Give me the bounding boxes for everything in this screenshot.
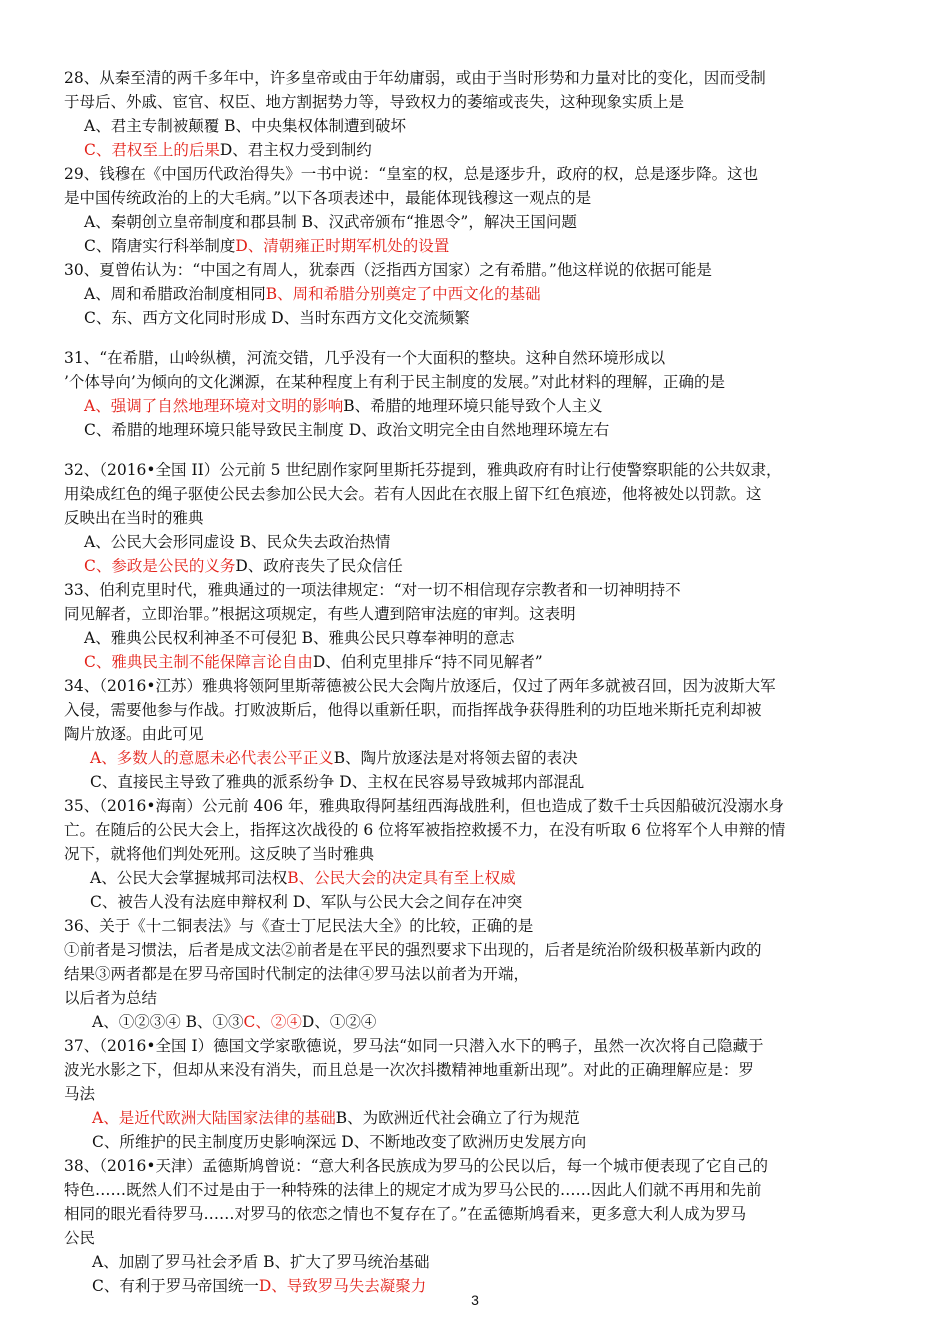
answer-option: A、多数人的意愿未必代表公平正义: [90, 749, 334, 767]
option-line: C、被告人没有法庭申辩权利 D、军队与公民大会之间存在冲突: [90, 893, 523, 911]
option-line: A、加剧了罗马社会矛盾 B、扩大了罗马统治基础: [92, 1253, 430, 1271]
option-line: A、雅典公民权利神圣不可侵犯 B、雅典公民只尊奉神明的意志: [84, 629, 515, 647]
question-stem-line: 反映出在当时的雅典: [64, 509, 204, 527]
question-stem-line: 34、（2016•江苏）雅典将领阿里斯蒂德被公民大会陶片放逐后，仅过了两年多就被召回，因为波斯大军: [64, 677, 776, 695]
option-text: D、君主权力受到制约: [219, 141, 372, 159]
spacer: [64, 442, 894, 458]
question-stem-line: ①前者是习惯法，后者是成文法②前者是在平民的强烈要求下出现的，后者是统治阶级积极革新内政的: [64, 941, 762, 959]
question-stem-line: 33、伯利克里时代，雅典通过的一项法律规定：“对一切不相信现存宗教者和一切神明持不: [64, 581, 681, 599]
option-line: [64, 1106, 894, 1130]
question-stem-line: 马法: [64, 1085, 96, 1103]
question-stem-line: 于母后、外戚、宦官、权臣、地方割据势力等，导致权力的萎缩或丧失，这种现象实质上是: [64, 93, 685, 111]
question-stem-line: 特色……既然人们不过是由于一种特殊的法律上的规定才成为罗马公民的……因此人们就不再用和先前: [64, 1181, 762, 1199]
option-line: [64, 554, 894, 578]
option-text: A、周和希腊政治制度相同: [84, 285, 266, 303]
option-text: D、①②④: [301, 1013, 377, 1031]
option-line: [64, 282, 894, 306]
option-text: A、公民大会掌握城邦司法权: [90, 869, 288, 887]
option-line: C、希腊的地理环境只能导致民主制度 D、政治文明完全由自然地理环境左右: [84, 421, 610, 439]
question-stem-line: 32、（2016•全国 II）公元前 5 世纪剧作家阿里斯托芬提到，雅典政府有时让行使警察职能的公共奴隶，: [64, 461, 782, 479]
question-stem-line: 是中国传统政治的上的大毛病。”以下各项表述中，最能体现钱穆这一观点的是: [64, 189, 592, 207]
question-stem-line: 波光水影之下，但却从来没有消失，而且总是一次次抖擞精神地重新出现”。对此的正确理解应是：罗: [64, 1061, 754, 1079]
question-stem-line: 30、夏曾佑认为：“中国之有周人，犹泰西（泛指西方国家）之有希腊。”他这样说的依据可能是: [64, 261, 712, 279]
question-stem-line: 以后者为总结: [64, 989, 158, 1007]
answer-option: C、雅典民主制不能保障言论自由: [84, 653, 313, 671]
option-text: C、有利于罗马帝国统一: [92, 1277, 259, 1295]
question-31: [64, 346, 894, 442]
question-33: [64, 578, 894, 674]
option-text: B、陶片放逐法是对将领去留的表决: [333, 749, 578, 767]
question-stem-line: ’个体导向’为倾向的文化渊源，在某种程度上有利于民主制度的发展。”对此材料的理解，正确的是: [64, 373, 726, 391]
question-stem-line: 28、从秦至清的两千多年中，许多皇帝或由于年幼庸弱，或由于当时形势和力量对比的变化，因而受制: [64, 69, 766, 87]
answer-option: D、导致罗马失去凝聚力: [258, 1277, 427, 1295]
option-line: A、公民大会形同虚设 B、民众失去政治热情: [84, 533, 391, 551]
answer-option: A、是近代欧洲大陆国家法律的基础: [92, 1109, 336, 1127]
question-stem-line: 35、（2016•海南）公元前 406 年，雅典取得阿基纽西海战胜利，但也造成了数千士兵因船破沉没溺水身: [64, 797, 785, 815]
question-stem-line: 况下，就将他们判处死刑。这反映了当时雅典: [64, 845, 375, 863]
question-stem-line: 公民: [64, 1229, 96, 1247]
question-list: [64, 66, 894, 1298]
question-stem-line: 相同的眼光看待罗马……对罗马的依恋之情也不复存在了。”在孟德斯鸠看来，更多意大利人成为罗马: [64, 1205, 747, 1223]
option-line: [64, 746, 894, 770]
option-line: A、君主专制被颠覆 B、中央集权体制遭到破坏: [84, 117, 407, 135]
question-stem-line: 38、（2016•天津）孟德斯鸠曾说：“意大利各民族成为罗马的公民以后，每一个城市便表现了它自己的: [64, 1157, 768, 1175]
page-number: 3: [471, 1292, 479, 1308]
question-stem-line: 入侵，需要他参与作战。打败波斯后，他得以重新任职，而指挥战争获得胜利的功臣地米斯托克利却被: [64, 701, 762, 719]
answer-option: A、强调了自然地理环境对文明的影响: [84, 397, 344, 415]
option-text: D、政府丧失了民众信任: [235, 557, 403, 575]
answer-option: B、公民大会的决定具有至上权威: [287, 869, 516, 887]
question-stem-line: 同见解者，立即治罪。”根据这项规定，有些人遭到陪审法庭的审判。这表明: [64, 605, 576, 623]
answer-option: D、清朝雍正时期军机处的设置: [235, 237, 450, 255]
question-35: [64, 794, 894, 914]
option-line: [64, 650, 894, 674]
question-stem-line: 亡。在随后的公民大会上，指挥这次战役的 6 位将军被指控救援不力，在没有听取 6 位将军个人申辩的情: [64, 821, 786, 839]
question-stem-line: 36、关于《十二铜表法》与《查士丁尼民法大全》的比较，正确的是: [64, 917, 534, 935]
answer-option: C、参政是公民的义务: [84, 557, 236, 575]
question-36: [64, 914, 894, 1034]
option-line: [64, 234, 894, 258]
question-38: [64, 1154, 894, 1298]
option-text: B、为欧洲近代社会确立了行为规范: [335, 1109, 580, 1127]
option-line: C、直接民主导致了雅典的派系纷争 D、主权在民容易导致城邦内部混乱: [90, 773, 585, 791]
question-32: [64, 458, 894, 578]
question-29: [64, 162, 894, 258]
question-stem-line: 29、钱穆在《中国历代政治得失》一书中说：“皇室的权，总是逐步升，政府的权，总是逐步降。这也: [64, 165, 759, 183]
option-line: [64, 1010, 894, 1034]
option-line: C、所维护的民主制度历史影响深远 D、不断地改变了欧洲历史发展方向: [92, 1133, 587, 1151]
option-line: A、秦朝创立皇帝制度和郡县制 B、汉武帝颁布“推恩令”，解决王国问题: [84, 213, 577, 231]
answer-option: C、②④: [243, 1013, 302, 1031]
option-line: [64, 394, 894, 418]
spacer: [64, 330, 894, 346]
option-text: A、①②③④ B、①③: [92, 1013, 244, 1031]
question-stem-line: 结果③两者都是在罗马帝国时代制定的法律④罗马法以前者为开端，: [64, 965, 530, 983]
question-stem-line: 陶片放逐。由此可见: [64, 725, 204, 743]
option-line: [64, 866, 894, 890]
question-34: [64, 674, 894, 794]
question-stem-line: 37、（2016•全国 I）德国文学家歌德说，罗马法“如同一只潜入水下的鸭子，虽然一次次将自己隐藏于: [64, 1037, 764, 1055]
answer-option: B、周和希腊分别奠定了中西文化的基础: [265, 285, 541, 303]
option-text: D、伯利克里排斥“持不同见解者”: [312, 653, 543, 671]
question-37: [64, 1034, 894, 1154]
question-28: [64, 66, 894, 162]
question-stem-line: 31、“在希腊，山岭纵横，河流交错，几乎没有一个大面积的整块。这种自然环境形成以: [64, 349, 666, 367]
option-line: [64, 138, 894, 162]
answer-option: C、君权至上的后果: [84, 141, 220, 159]
option-line: C、东、西方文化同时形成 D、当时东西方文化交流频繁: [84, 309, 470, 327]
option-text: C、隋唐实行科举制度: [84, 237, 236, 255]
question-stem-line: 用染成红色的绳子驱使公民去参加公民大会。若有人因此在衣服上留下红色痕迹，他将被处以罚款。这: [64, 485, 762, 503]
option-text: B、希腊的地理环境只能导致个人主义: [343, 397, 603, 415]
question-30: [64, 258, 894, 330]
